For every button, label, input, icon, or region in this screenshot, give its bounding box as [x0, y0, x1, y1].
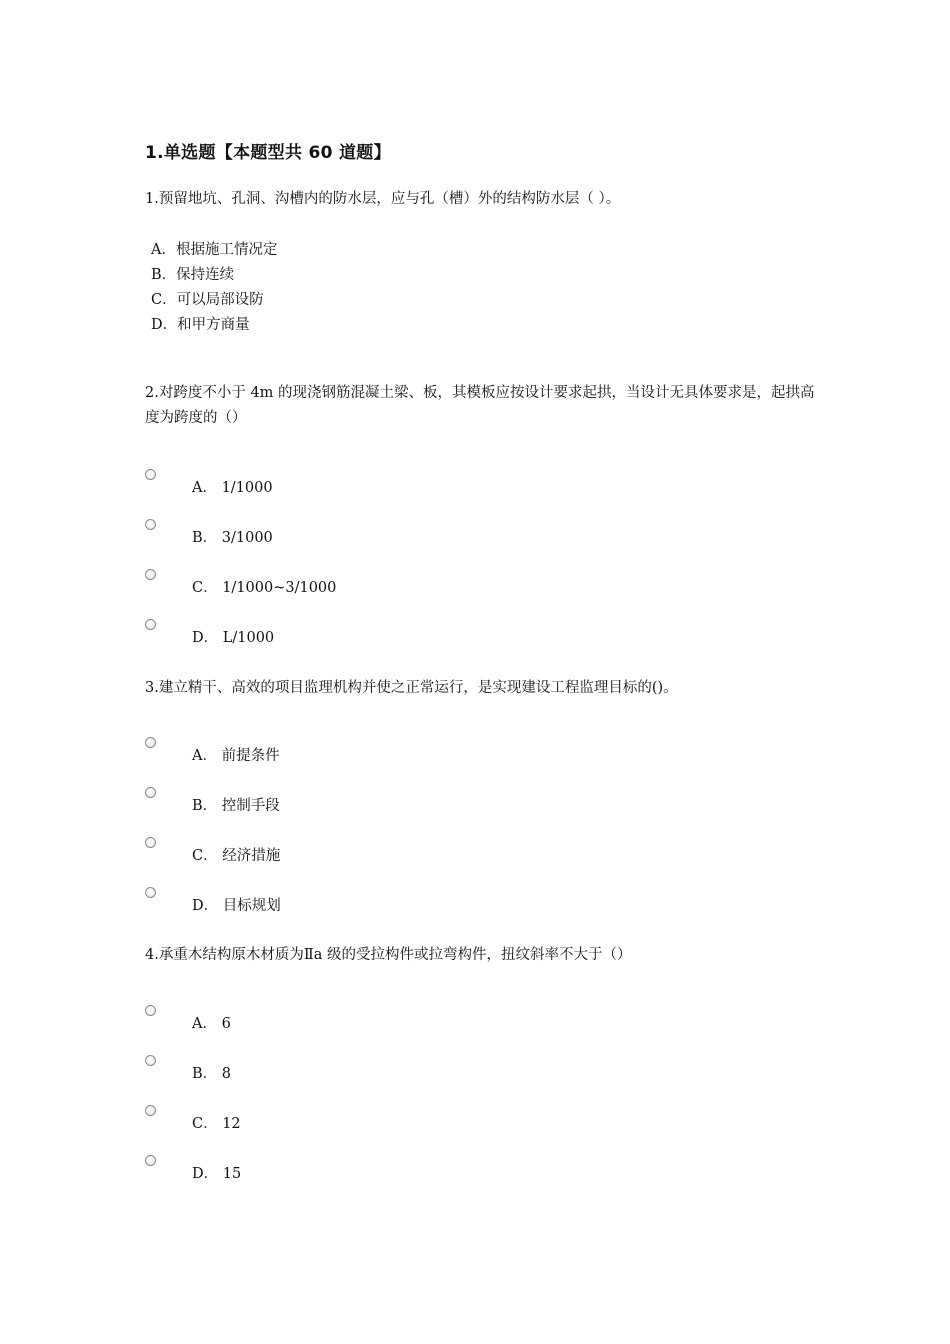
question-4-radio-b[interactable] [145, 1055, 156, 1066]
section-title: 1.单选题【本题型共 60 道题】 [145, 143, 391, 163]
question-3-radio-c[interactable] [145, 837, 156, 848]
question-4-text: 4.承重木结构原木材质为Ⅱa 级的受拉构件或拉弯构件，扭纹斜率不大于（） [145, 947, 632, 963]
question-4-radio-a[interactable] [145, 1005, 156, 1016]
question-4-radio-d[interactable] [145, 1155, 156, 1166]
question-3-option-a: A． 前提条件 [192, 748, 280, 764]
question-2-radio-a[interactable] [145, 469, 156, 480]
question-2-option-b: B． 3/1000 [192, 530, 273, 546]
question-2-text: 2.对跨度不小于 4m 的现浇钢筋混凝土梁、板，其模板应按设计要求起拱，当设计无具体要求是，起拱高度为跨度的（） [145, 385, 815, 426]
question-1-option-c: C．可以局部设防 [151, 292, 264, 308]
question-4-option-d: D． 15 [192, 1166, 242, 1182]
question-2-radio-c[interactable] [145, 569, 156, 580]
question-3-text: 3.建立精干、高效的项目监理机构并使之正常运行，是实现建设工程监理目标的()。 [145, 680, 678, 696]
question-3-option-d: D． 目标规划 [192, 898, 281, 914]
question-2-option-c: C． 1/1000~3/1000 [192, 580, 337, 596]
question-2-radio-b[interactable] [145, 519, 156, 530]
question-3-option-c: C． 经济措施 [192, 848, 281, 864]
question-2-radio-d[interactable] [145, 619, 156, 630]
question-4-option-b: B． 8 [192, 1066, 231, 1082]
question-3-option-b: B． 控制手段 [192, 798, 280, 814]
question-1-option-a: A．根据施工情况定 [151, 242, 278, 258]
question-3-radio-a[interactable] [145, 737, 156, 748]
question-1-option-d: D．和甲方商量 [151, 317, 250, 333]
question-3-radio-b[interactable] [145, 787, 156, 798]
question-1-option-b: B．保持连续 [151, 267, 235, 283]
question-4-option-a: A． 6 [192, 1016, 231, 1032]
question-4-radio-c[interactable] [145, 1105, 156, 1116]
question-1-text: 1.预留地坑、孔洞、沟槽内的防水层，应与孔（槽）外的结构防水层（ ）。 [145, 191, 621, 207]
question-2-option-a: A． 1/1000 [192, 480, 273, 496]
question-3-radio-d[interactable] [145, 887, 156, 898]
question-2-option-d: D． L/1000 [192, 630, 275, 646]
question-4-option-c: C． 12 [192, 1116, 241, 1132]
